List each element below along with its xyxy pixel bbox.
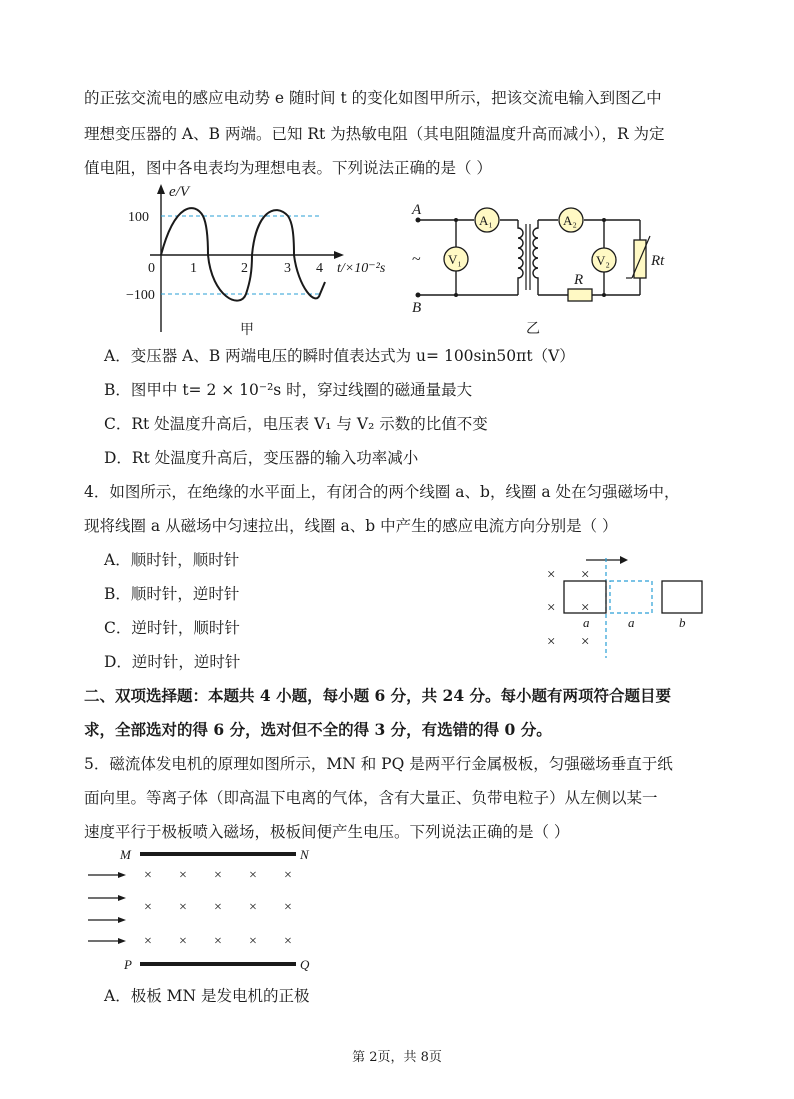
section2-line-1: 二、双项选择题：本题共 4 小题，每小题 6 分，共 24 分。每小题有两项符合题目要 bbox=[84, 686, 672, 705]
graph-jia bbox=[120, 182, 386, 338]
q4-figure bbox=[540, 550, 710, 660]
circuit-yi bbox=[408, 200, 678, 335]
q5-stem-line-1: 5．磁流体发电机的原理如图所示，MN 和 PQ 是两平行金属极板，匀强磁场垂直于纸 bbox=[84, 755, 673, 773]
field-mark: × bbox=[179, 934, 187, 949]
field-mark: × bbox=[179, 900, 187, 915]
field-mark: × bbox=[284, 900, 292, 915]
origin-label: 0 bbox=[148, 261, 155, 276]
q4-option-d: D．逆时针，逆时针 bbox=[104, 653, 241, 671]
field-mark: × bbox=[284, 934, 292, 949]
q4-option-c: C．逆时针，顺时针 bbox=[104, 619, 240, 637]
field-mark: × bbox=[581, 634, 590, 650]
x-axis-label: t/×10⁻²s bbox=[337, 261, 386, 276]
field-mark: × bbox=[284, 868, 292, 883]
page-footer: 第 2页，共 8页 bbox=[352, 1050, 442, 1065]
q4-option-a: A．顺时针，顺时针 bbox=[104, 551, 240, 569]
q3-stem-line-2: 理想变压器的 A、B 两端。已知 Rt 为热敏电阻（其电阻随温度升高而减小），R 为定 bbox=[84, 125, 665, 143]
coil-b-label: b bbox=[679, 615, 686, 630]
section2-line-2: 求，全部选对的得 6 分，选对但不全的得 3 分，有选错的得 0 分。 bbox=[84, 720, 552, 739]
field-mark: × bbox=[144, 868, 152, 883]
q3-option-a: A．变压器 A、B 两端电压的瞬时值表达式为 u= 100sin50πt（V） bbox=[104, 347, 575, 365]
q4-stem-line-2: 现将线圈 a 从磁场中匀速拉出，线圈 a、b 中产生的感应电流方向分别是（ ） bbox=[84, 517, 618, 535]
q5-stem-line-2: 面向里。等离子体（即高温下电离的气体，含有大量正、负带电粒子）从左侧以某一 bbox=[84, 789, 658, 807]
plate-q-label: Q bbox=[300, 957, 310, 972]
q3-option-c: C．Rt 处温度升高后，电压表 V₁ 与 V₂ 示数的比值不变 bbox=[104, 415, 488, 433]
y-axis-label: e/V bbox=[169, 184, 189, 200]
field-mark: × bbox=[144, 934, 152, 949]
q3-option-d: D．Rt 处温度升高后，变压器的输入功率减小 bbox=[104, 449, 419, 467]
meter-v1: V₁ bbox=[448, 252, 462, 267]
coil-a-label: a bbox=[583, 615, 590, 630]
field-mark: × bbox=[249, 868, 257, 883]
field-mark: × bbox=[581, 600, 590, 616]
q5-stem-line-3: 速度平行于极板喷入磁场，极板间便产生电压。下列说法正确的是（ ） bbox=[84, 823, 570, 841]
field-mark: × bbox=[249, 934, 257, 949]
q3-stem-line-3: 值电阻，图中各电表均为理想电表。下列说法正确的是（ ） bbox=[84, 159, 492, 177]
coil-a-moved-label: a bbox=[628, 615, 635, 630]
field-mark: × bbox=[581, 567, 590, 583]
field-mark: × bbox=[547, 600, 556, 616]
resistor-r-label: R bbox=[574, 272, 584, 288]
q3-stem-line-1: 的正弦交流电的感应电动势 e 随时间 t 的变化如图甲所示，把该交流电输入到图乙中 bbox=[84, 89, 662, 107]
y-tick-100: 100 bbox=[128, 210, 149, 225]
y-tick-neg100: −100 bbox=[126, 288, 155, 303]
field-mark: × bbox=[214, 934, 222, 949]
field-mark: × bbox=[179, 868, 187, 883]
meter-v2: V₂ bbox=[596, 253, 610, 268]
q5-option-a: A．极板 MN 是发电机的正极 bbox=[104, 987, 310, 1005]
x-tick-1: 1 bbox=[190, 261, 197, 276]
x-tick-4: 4 bbox=[316, 261, 323, 276]
plate-m-label: M bbox=[120, 847, 131, 862]
q5-figure bbox=[84, 845, 324, 975]
q4-stem-line-1: 4．如图所示，在绝缘的水平面上，有闭合的两个线圈 a、b，线圈 a 处在匀强磁场中， bbox=[84, 483, 680, 501]
source-symbol: ~ bbox=[412, 251, 421, 268]
field-mark: × bbox=[144, 900, 152, 915]
plate-n-label: N bbox=[300, 847, 309, 862]
plate-p-label: P bbox=[124, 957, 132, 972]
q4-option-b: B．顺时针，逆时针 bbox=[104, 585, 240, 603]
field-mark: × bbox=[214, 868, 222, 883]
field-mark: × bbox=[547, 567, 556, 583]
x-tick-2: 2 bbox=[241, 261, 248, 276]
terminal-a-label: A bbox=[412, 202, 422, 218]
caption-yi: 乙 bbox=[526, 322, 540, 337]
meter-a1: A₁ bbox=[479, 213, 493, 228]
x-tick-3: 3 bbox=[284, 261, 291, 276]
field-mark: × bbox=[249, 900, 257, 915]
caption-jia: 甲 bbox=[240, 323, 254, 338]
thermistor-label: Rt bbox=[651, 253, 665, 269]
field-mark: × bbox=[214, 900, 222, 915]
q3-option-b: B．图甲中 t= 2 × 10⁻²s 时，穿过线圈的磁通量最大 bbox=[104, 381, 473, 399]
field-mark: × bbox=[547, 634, 556, 650]
meter-a2: A₂ bbox=[563, 213, 577, 228]
terminal-b-label: B bbox=[412, 300, 422, 316]
